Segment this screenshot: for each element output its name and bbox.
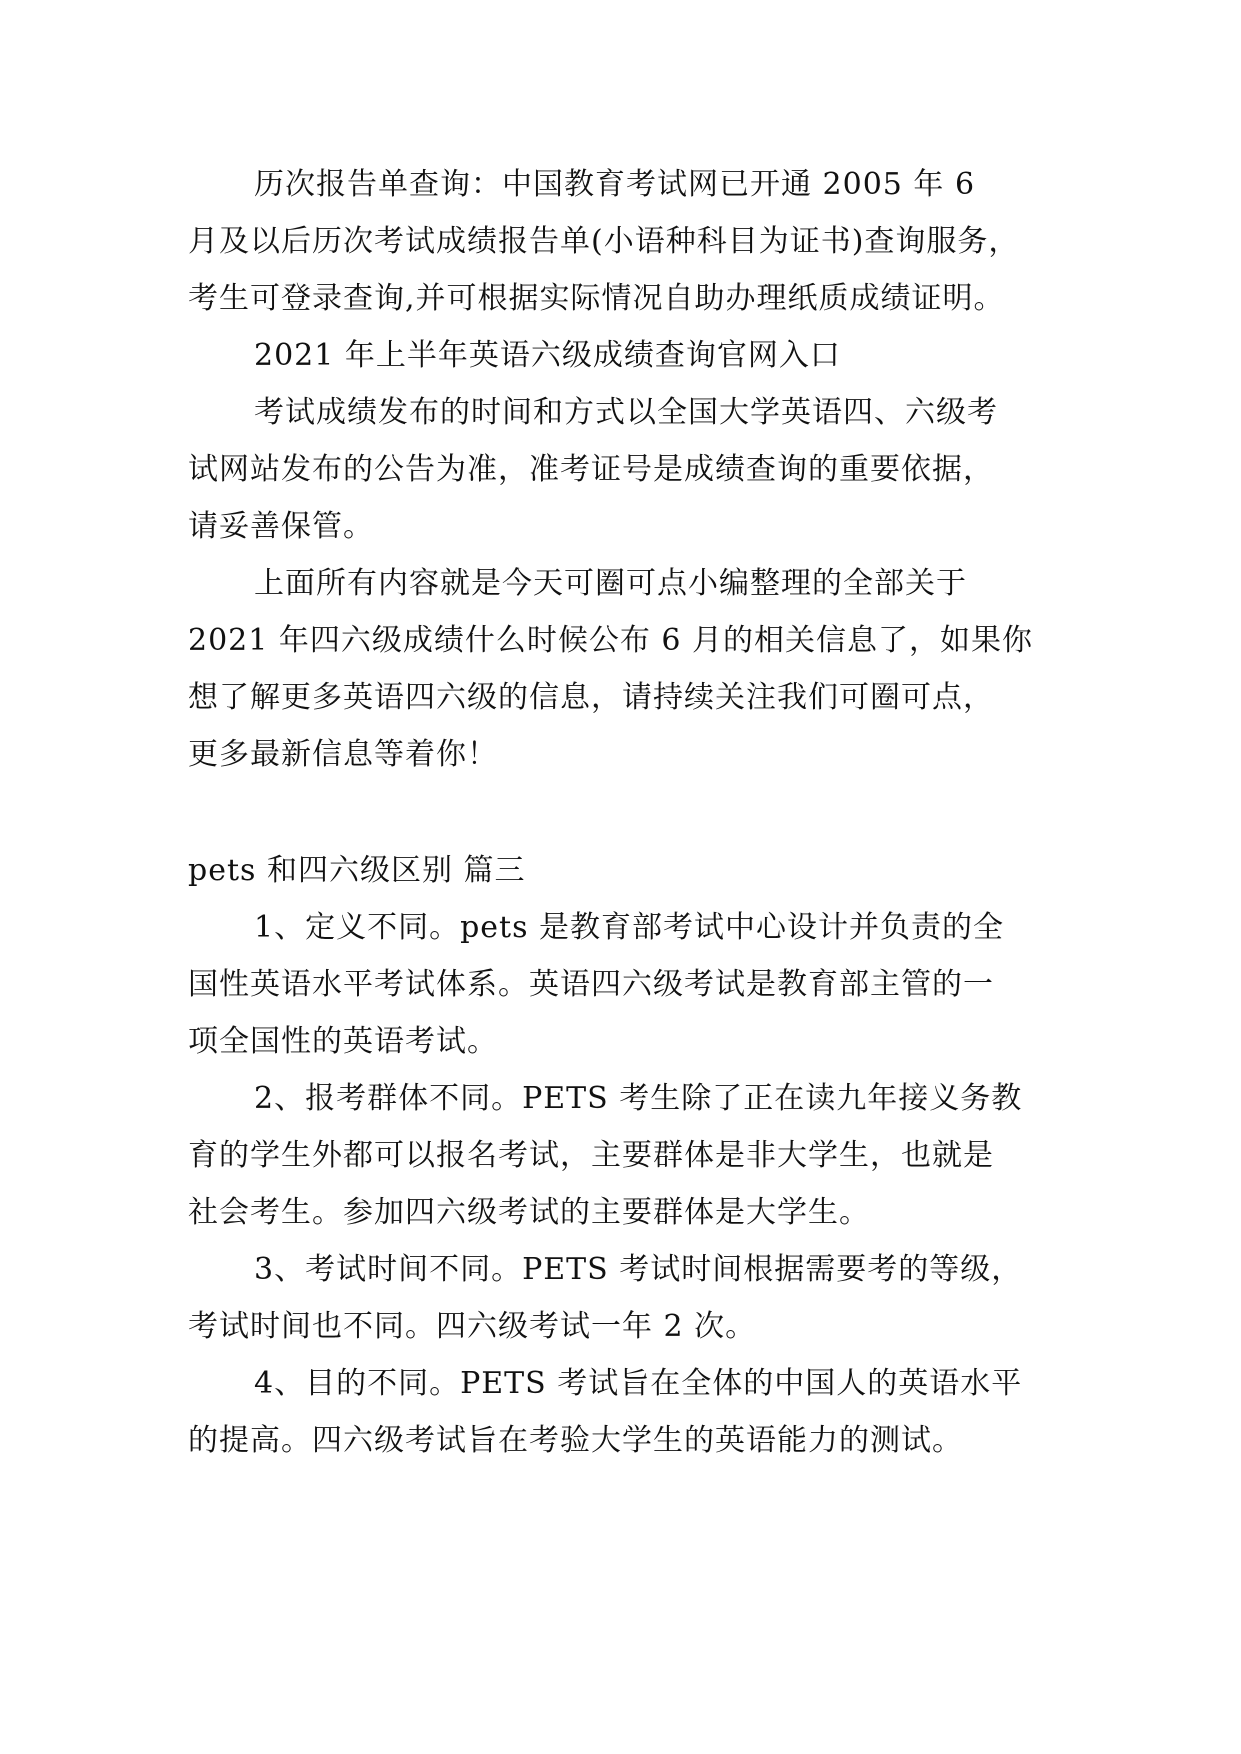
paragraph-line: 社会考生。参加四六级考试的主要群体是大学生。	[188, 1195, 870, 1230]
paragraph-line: 更多最新信息等着你！	[188, 737, 498, 772]
paragraph-line: 3、考试时间不同。PETS 考试时间根据需要考的等级，	[254, 1252, 1023, 1287]
paragraph-line: 考生可登录查询,并可根据实际情况自助办理纸质成绩证明。	[188, 281, 1005, 316]
paragraph-line: 请妥善保管。	[188, 509, 374, 544]
paragraph-line: 育的学生外都可以报名考试，主要群体是非大学生，也就是	[188, 1138, 994, 1173]
paragraph-line: 上面所有内容就是今天可圈可点小编整理的全部关于	[254, 566, 967, 601]
paragraph-line: 2021 年四六级成绩什么时候公布 6 月的相关信息了，如果你	[188, 623, 1034, 658]
paragraph-line: 历次报告单查询：中国教育考试网已开通 2005 年 6	[254, 167, 976, 202]
paragraph-line: 试网站发布的公告为准，准考证号是成绩查询的重要依据，	[188, 452, 994, 487]
paragraph-line: 2、报考群体不同。PETS 考生除了正在读九年接义务教	[254, 1081, 1023, 1116]
paragraph-line: 考试成绩发布的时间和方式以全国大学英语四、六级考	[254, 395, 998, 430]
paragraph-line: 1、定义不同。pets 是教育部考试中心设计并负责的全	[254, 910, 1005, 945]
paragraph-line: 4、目的不同。PETS 考试旨在全体的中国人的英语水平	[254, 1366, 1023, 1401]
paragraph-line: 国性英语水平考试体系。英语四六级考试是教育部主管的一	[188, 967, 994, 1002]
paragraph-line: 想了解更多英语四六级的信息，请持续关注我们可圈可点，	[188, 680, 994, 715]
paragraph-line: 月及以后历次考试成绩报告单(小语种科目为证书)查询服务，	[188, 224, 1020, 259]
paragraph-line: 2021 年上半年英语六级成绩查询官网入口	[254, 338, 841, 373]
section-heading: pets 和四六级区别 篇三	[188, 853, 526, 888]
paragraph-line: 项全国性的英语考试。	[188, 1024, 498, 1059]
paragraph-line: 考试时间也不同。四六级考试一年 2 次。	[188, 1309, 757, 1344]
paragraph-line: 的提高。四六级考试旨在考验大学生的英语能力的测试。	[188, 1423, 963, 1458]
